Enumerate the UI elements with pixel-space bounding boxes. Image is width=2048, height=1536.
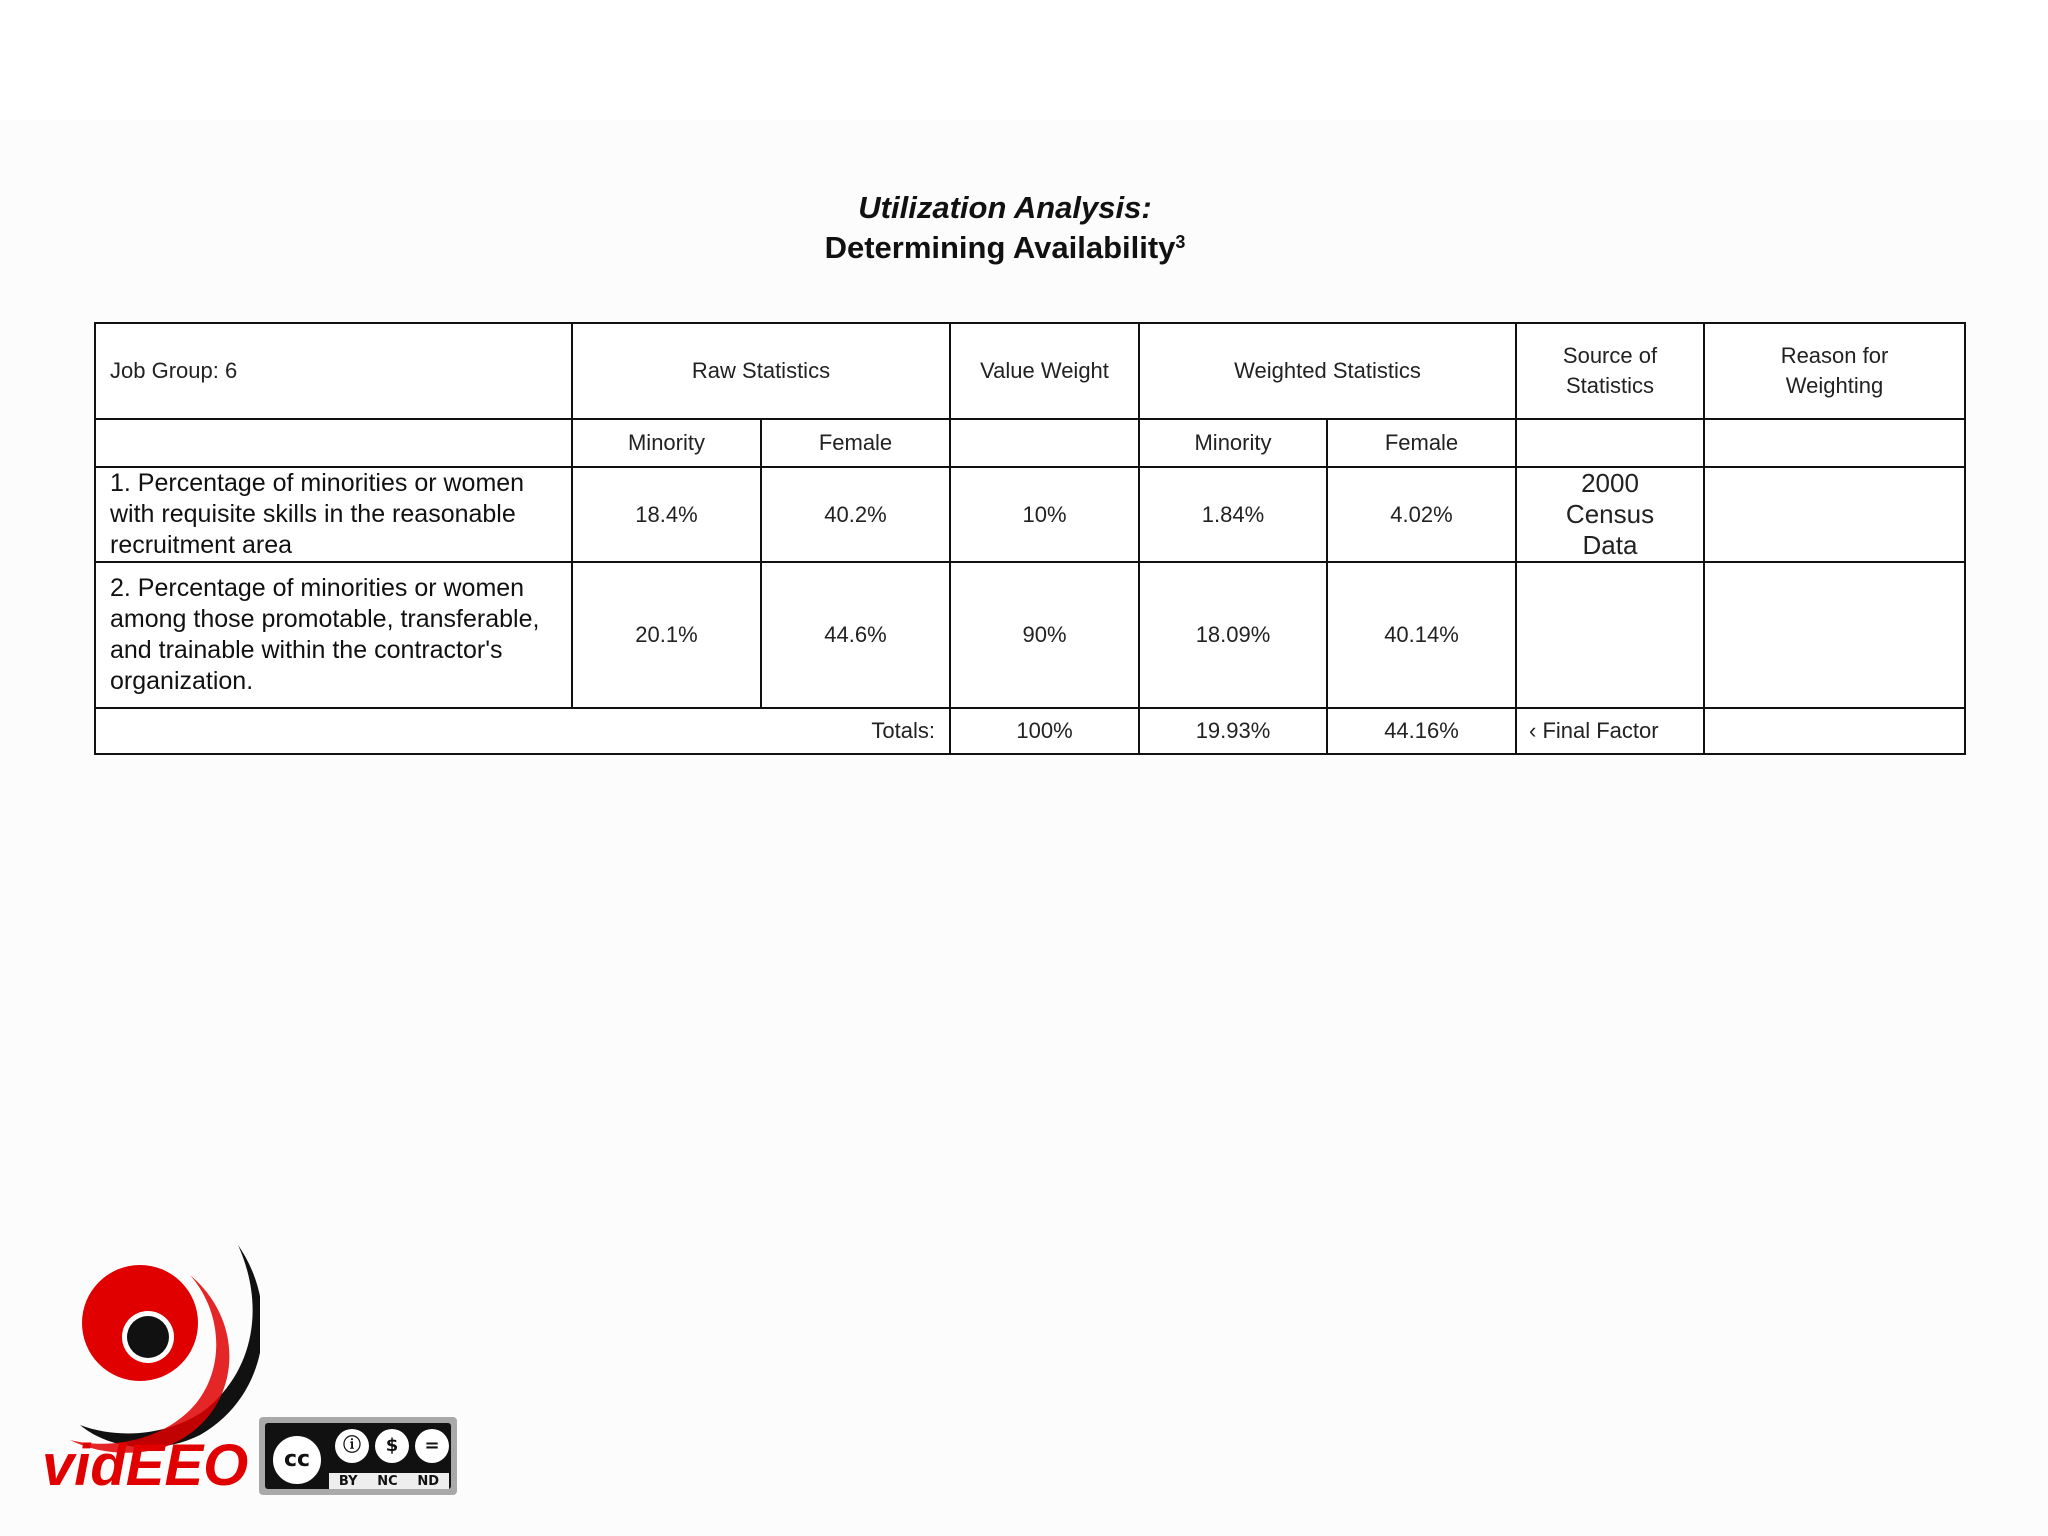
noderivatives-icon: = [415,1429,449,1463]
license-badge-inner [265,1423,451,1489]
totals-label: Totals: [95,708,950,754]
totals-weighted-female-cell: 44.16% [1327,708,1516,754]
weighted-minority-header: Minority [1139,419,1327,467]
totals-row [95,708,1965,754]
subheader-blank [95,419,572,467]
totals-weight-cell: 100% [950,708,1139,754]
value-weight-header: Value Weight [950,323,1139,419]
noncommercial-icon: $ [375,1429,409,1463]
weighted-female-header: Female [1327,419,1516,467]
title-line-2 [0,228,2010,268]
job-group-header: Job Group: 6 [95,323,572,419]
utilization-table [94,322,1966,755]
title-line-2-text: Determining Availability [824,230,1176,265]
license-labels [329,1473,449,1489]
table-header-row [95,323,1965,419]
final-factor-label: ‹ Final Factor [1516,708,1704,754]
creative-commons-by-nc-nd-icon [259,1417,457,1495]
subheader-blank-weight [950,419,1139,467]
raw-female-cell: 44.6% [761,562,950,708]
title-line-1: Utilization Analysis: [858,190,1152,225]
raw-minority-header: Minority [572,419,761,467]
subheader-blank-source [1516,419,1704,467]
attribution-icon: ⓘ [335,1429,369,1463]
raw-female-cell: 40.2% [761,467,950,562]
page-title [0,188,2010,268]
weighted-minority-cell: 1.84% [1139,467,1327,562]
weighted-minority-cell: 18.09% [1139,562,1327,708]
totals-reason-cell [1704,708,1965,754]
reason-cell [1704,562,1965,708]
reason-cell [1704,467,1965,562]
source-cell [1516,562,1704,708]
source-cell: 2000 Census Data [1516,467,1704,562]
table-row [95,562,1965,708]
weighted-female-cell: 40.14% [1327,562,1516,708]
value-weight-cell: 10% [950,467,1139,562]
weighted-statistics-header: Weighted Statistics [1139,323,1516,419]
raw-minority-cell: 18.4% [572,467,761,562]
title-footnote: 3 [1175,232,1186,252]
value-weight-cell: 90% [950,562,1139,708]
cc-icon: cc [270,1433,324,1487]
raw-statistics-header: Raw Statistics [572,323,950,419]
table-row [95,467,1965,562]
totals-weighted-minority-cell: 19.93% [1139,708,1327,754]
table-subheader-row [95,419,1965,467]
raw-minority-cell: 20.1% [572,562,761,708]
raw-female-header: Female [761,419,950,467]
row-label: 1. Percentage of minorities or women with requisite skills in the reasonable recruitment area [95,467,572,562]
source-header: Source of Statistics [1516,323,1704,419]
license-label-by: BY [338,1473,358,1489]
license-label-nd: ND [417,1473,440,1489]
license-label-nc: NC [377,1473,398,1489]
videeo-logo [40,1245,260,1495]
weighted-female-cell: 4.02% [1327,467,1516,562]
reason-header: Reason for Weighting [1704,323,1965,419]
subheader-blank-reason [1704,419,1965,467]
logo-text: vidEEO [42,1433,249,1495]
row-label: 2. Percentage of minorities or women among those promotable, transferable, and trainable within the contractor's organization. [95,562,572,708]
